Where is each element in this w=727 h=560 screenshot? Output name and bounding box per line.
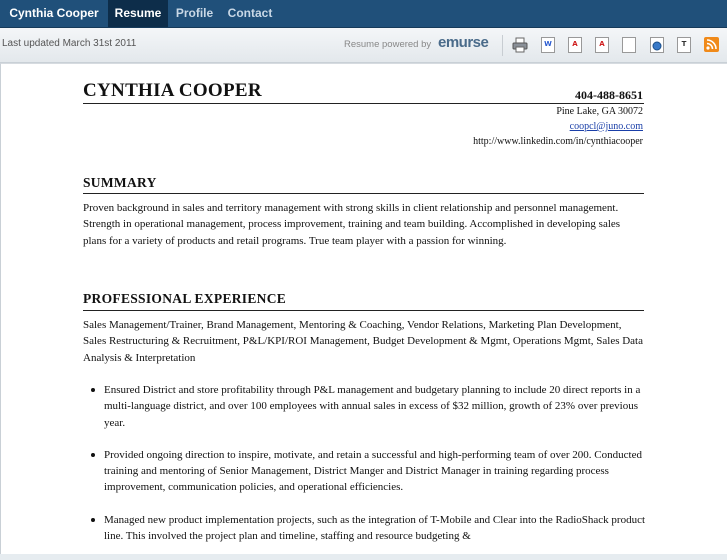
resume-toolbar xyxy=(0,28,727,63)
top-navigation xyxy=(0,0,727,28)
tab-cynthia-cooper[interactable]: Cynthia Cooper xyxy=(9,6,99,20)
list-item: Managed new product implementation projects, such as the integration of T-Mobile and Clear into the RadioShack product line. This involved the project plan and timeline, staffing and resource budgeting & xyxy=(83,512,645,545)
list-item: Ensured District and store profitability through P&L management and budgetary planning to include 20 direct reports in a multi-language district, and over 100 employees with annual sales in excess of $32 million, growth of 23% over previous year. xyxy=(83,382,645,431)
text-doc-icon[interactable] xyxy=(622,37,636,53)
pdf-alt-icon[interactable]: A xyxy=(595,37,609,53)
email-link[interactable]: coopcl@juno.com xyxy=(569,121,643,132)
experience-heading: PROFESSIONAL EXPERIENCE xyxy=(83,291,287,306)
plain-text-icon[interactable]: T xyxy=(677,37,691,53)
summary-heading: SUMMARY xyxy=(83,175,157,190)
resume-linkedin: http://www.linkedin.com/in/cynthiacooper xyxy=(473,136,643,147)
name-divider xyxy=(83,103,644,104)
toolbar-divider xyxy=(502,35,503,56)
last-updated-text: Last updated March 31st 2011 xyxy=(2,38,137,49)
summary-divider xyxy=(83,193,644,194)
resume-address: Pine Lake, GA 30072 xyxy=(556,106,643,117)
emurse-logo[interactable]: emurse xyxy=(438,34,489,51)
list-item: Provided ongoing direction to inspire, motivate, and retain a successful and high-performing team of over 200. Conducted training and mentoring of Senior Management, District Manger and District Manager in training regarding process improvement, communication policies, and operational efficiencies. xyxy=(83,447,645,496)
resume-phone: 404-488-8651 xyxy=(575,88,643,102)
globe-doc-icon[interactable] xyxy=(650,37,664,53)
experience-divider xyxy=(83,310,644,311)
skills-text: Sales Management/Trainer, Brand Management, Mentoring & Coaching, Vendor Relations, Marketing Plan Development, Sales Restructuring & Recruitment, P&L/KPI/ROI Management, Budget Development & Mgmt, Operations Mgmt, Sales Data Analysis & Interpretation xyxy=(83,319,643,364)
powered-by-text: Resume powered by xyxy=(344,39,432,50)
experience-bullets xyxy=(83,382,645,560)
rss-icon[interactable] xyxy=(704,37,719,52)
tab-profile[interactable]: Profile xyxy=(175,6,214,20)
pdf-icon[interactable]: A xyxy=(568,37,582,53)
resume-email xyxy=(570,121,643,132)
resume-name: CYNTHIA COOPER xyxy=(83,80,262,101)
summary-text: Proven background in sales and territory management with strong skills in client relationship and personnel management. Strength in operational management, process improvement, training and team building. Accomplished in developing sales plans for a variety of products and retail programs. True team player with a passion for winning. xyxy=(83,202,621,247)
tab-contact[interactable]: Contact xyxy=(227,6,273,20)
tab-resume[interactable]: Resume xyxy=(108,0,168,27)
word-doc-icon[interactable]: W xyxy=(541,37,555,53)
print-icon[interactable] xyxy=(512,37,526,53)
